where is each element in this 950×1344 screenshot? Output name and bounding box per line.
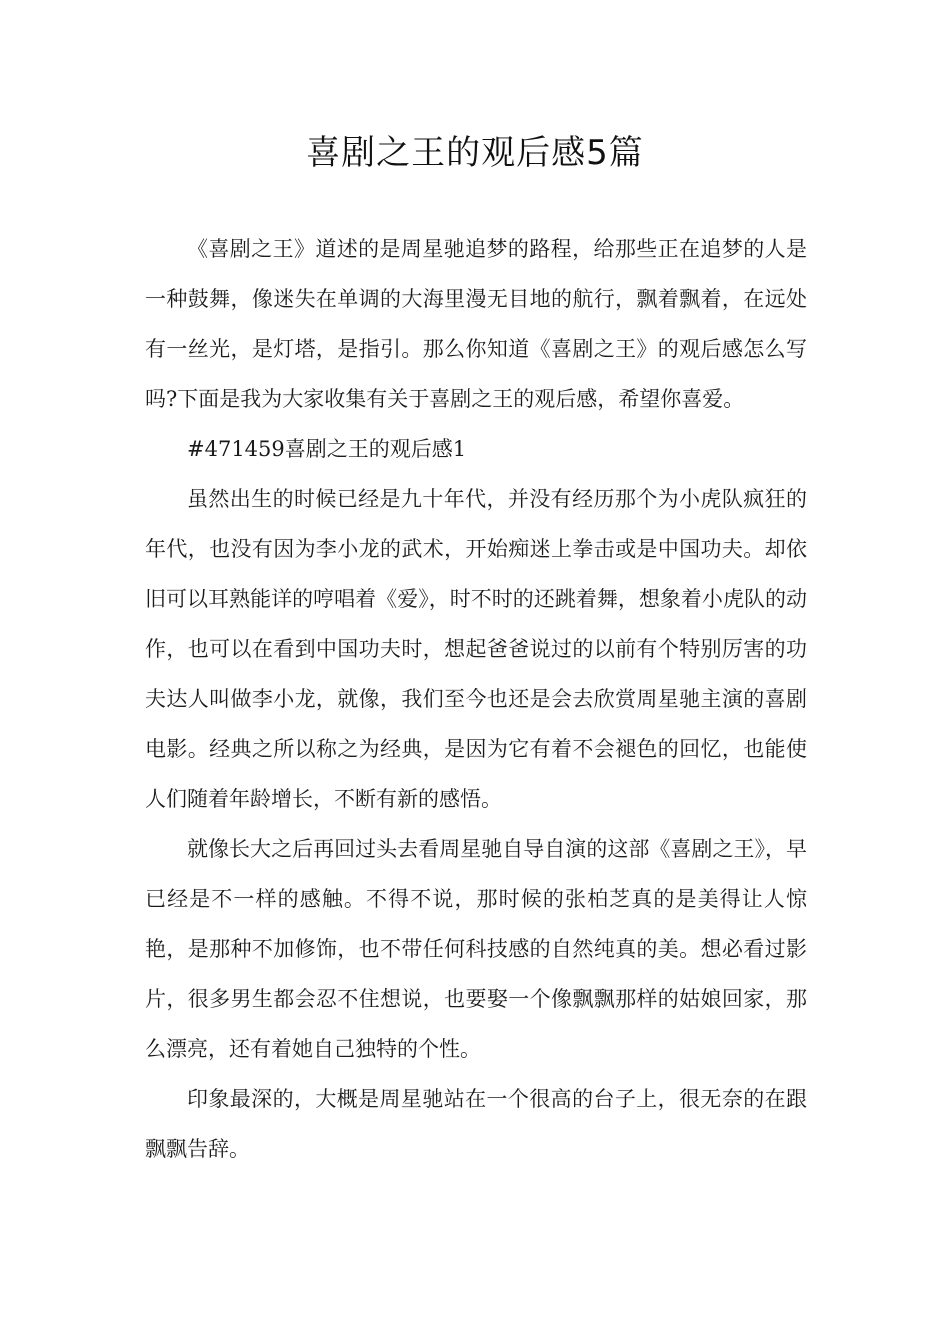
body-paragraph: 印象最深的，大概是周星驰站在一个很高的台子上，很无奈的在跟飘飘告辞。 xyxy=(145,1087,807,1161)
document-title: 喜剧之王的观后感5篇 xyxy=(306,133,644,173)
body-paragraph: 就像长大之后再回过头去看周星驰自导自演的这部《喜剧之王》，早已经是不一样的感触。不得不说，那时候的张柏芝真的是美得让人惊艳，是那种不加修饰，也不带任何科技感的自然纯真的美。想必看过影片，很多男生都会忍不住想说，也要娶一个像飘飘那样的姑娘回家，那么漂亮，还有着她自己独特的个性。 xyxy=(145,837,807,1061)
document-body xyxy=(145,224,807,1174)
body-paragraph: 虽然出生的时候已经是九十年代，并没有经历那个为小虎队疯狂的年代，也没有因为李小龙的武术，开始痴迷上拳击或是中国功夫。却依旧可以耳熟能详的哼唱着《爱》，时不时的还跳着舞，想象着小虎队的动作，也可以在看到中国功夫时，想起爸爸说过的以前有个特别厉害的功夫达人叫做李小龙，就像，我们至今也还是会去欣赏周星驰主演的喜剧电影。经典之所以称之为经典，是因为它有着不会褪色的回忆，也能使人们随着年龄增长，不断有新的感悟。 xyxy=(145,487,807,811)
intro-paragraph: 《喜剧之王》道述的是周星驰追梦的路程，给那些正在追梦的人是一种鼓舞，像迷失在单调的大海里漫无目地的航行，飘着飘着，在远处有一丝光，是灯塔，是指引。那么你知道《喜剧之王》的观后感怎么写吗?下面是我为大家收集有关于喜剧之王的观后感，希望你喜爱。 xyxy=(145,237,807,411)
section-heading: #471459喜剧之王的观后感1 xyxy=(187,437,467,461)
